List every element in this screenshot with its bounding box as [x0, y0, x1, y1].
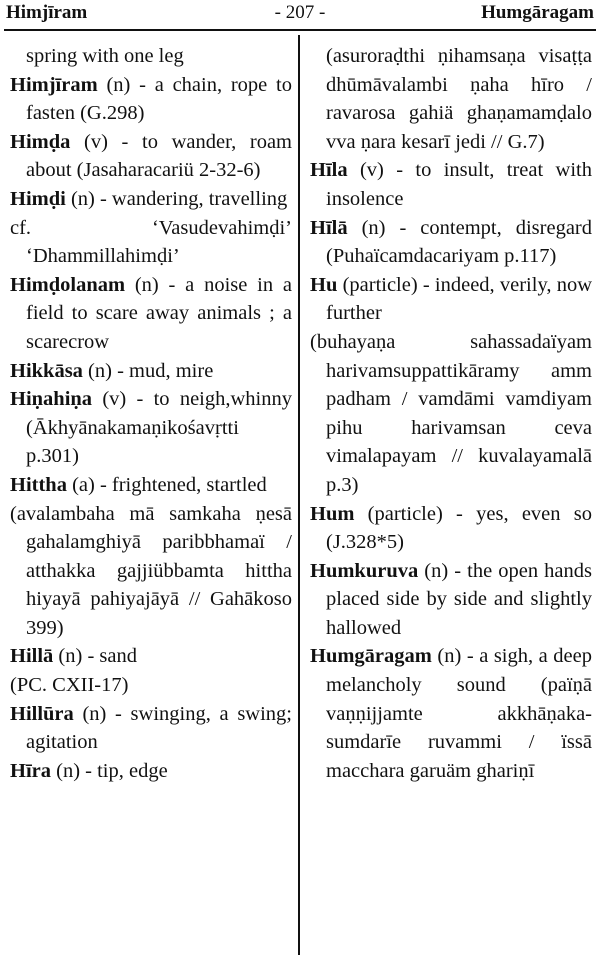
dictionary-entry [10, 357, 292, 386]
entry-definition: (asuroraḍthi ṇihamsaṇa visaṭṭa dhūmāvalambi ṇaha hīro / ravarosa gahiä ghaṇamamḍalo vva ṇara kesarī jedi // G.7) [326, 45, 592, 153]
entry-definition: (v) - to insult, treat with insolence [326, 159, 592, 210]
entry-headword: Hillūra [10, 702, 74, 725]
entry-headword: Hīlā [310, 216, 348, 239]
header-rule [4, 29, 596, 31]
dictionary-entry [10, 642, 292, 699]
dictionary-entry [310, 500, 592, 557]
entry-citation: (avalambaha mā samkaha ṇesā gahalamghiyā paribbhamaï / atthakka gajjiübbamta hittha hiyayā pahiyajāyā // Gahākoso 399) [10, 502, 292, 639]
entry-headword: Hum [310, 502, 355, 525]
entry-definition: (n) - wandering, travelling [65, 187, 288, 210]
entry-citation: (buhayaṇa sahassadaïyam harivamsuppattikāramy amm padham / vamdāmi vamdiyam pihu harivamsan ceva vimalapayam // kuvalayamalā p.3) [310, 330, 592, 496]
running-head-left: Himjīram [6, 2, 88, 23]
entry-headword: Hīla [310, 159, 348, 182]
entry-headword: Hiṇahiṇa [10, 388, 93, 411]
dictionary-entry [10, 71, 292, 128]
entry-definition: (v) - to wander, roam about (Jasaharacariü 2-32-6) [26, 130, 292, 182]
entry-definition: (v) - to neigh,whinny (Ākhyānakamaṇikośavṛtti p.301) [26, 388, 292, 468]
running-head-right: Humgāragam [481, 2, 594, 23]
entry-headword: Hittha [10, 473, 67, 496]
dictionary-entry [310, 642, 592, 785]
entry-definition: (n) - the open hands placed side by side and slightly hallowed [326, 559, 592, 639]
dictionary-entry [10, 385, 292, 471]
entry-definition: (n) - a noise in a field to scare away animals ; a scarecrow [26, 273, 292, 353]
entry-definition: (n) - mud, mire [82, 359, 214, 382]
column-divider [298, 35, 300, 955]
entry-definition: (particle) - indeed, verily, now further [326, 273, 592, 325]
entry-headword: Hillā [10, 645, 54, 668]
entry-citation: (PC. CXII-17) [10, 674, 129, 697]
entry-definition: (n) - contempt, disregard (Puhaïcamdacariyam p.117) [326, 216, 592, 268]
entry-definition: spring with one leg [26, 45, 184, 67]
right-column [310, 42, 592, 785]
entry-headword: Himḍolanam [10, 273, 126, 296]
dictionary-entry [10, 471, 292, 643]
dictionary-entry [10, 757, 292, 786]
left-column [10, 42, 292, 785]
dictionary-entry [310, 42, 592, 156]
entry-headword: Himḍi [10, 187, 66, 210]
dictionary-entry [10, 42, 292, 71]
entry-headword: Himḍa [10, 130, 71, 153]
dictionary-entry [10, 185, 292, 271]
entry-definition: (n) - tip, edge [51, 759, 168, 782]
page-header [4, 0, 596, 30]
entry-definition: (a) - frightened, startled [66, 473, 267, 496]
dictionary-entry [10, 128, 292, 185]
dictionary-entry [310, 557, 592, 643]
entry-headword: Humkuruva [310, 559, 419, 582]
entry-definition: (n) - sand [53, 645, 137, 668]
dictionary-entry [10, 700, 292, 757]
dictionary-entry [310, 156, 592, 213]
entry-definition: (n) - a chain, rope to fasten (G.298) [26, 73, 292, 125]
entry-definition: (n) - a sigh, a deep melancholy sound (païṇā vaṇṇijjamte akkhāṇaka-sumdarīe ruvammi / ïssā macchara garuäm ghariṇī [326, 645, 592, 782]
dictionary-entry [310, 214, 592, 271]
entry-headword: Hu [310, 273, 338, 296]
entry-headword: Himjīram [10, 73, 98, 96]
entry-definition: (particle) - yes, even so (J.328*5) [326, 502, 592, 554]
dictionary-entry [310, 271, 592, 500]
entry-headword: Hikkāsa [10, 359, 83, 382]
entry-headword: Humgāragam [310, 645, 432, 668]
entry-citation: cf. ‘Vasudevahimḍi’ ‘Dhammillahimḍi’ [10, 216, 292, 268]
page-number: - 207 - [274, 2, 326, 23]
entry-definition: (n) - swinging, a swing; agitation [26, 702, 292, 754]
entry-headword: Hīra [10, 759, 51, 782]
dictionary-entry [10, 271, 292, 357]
